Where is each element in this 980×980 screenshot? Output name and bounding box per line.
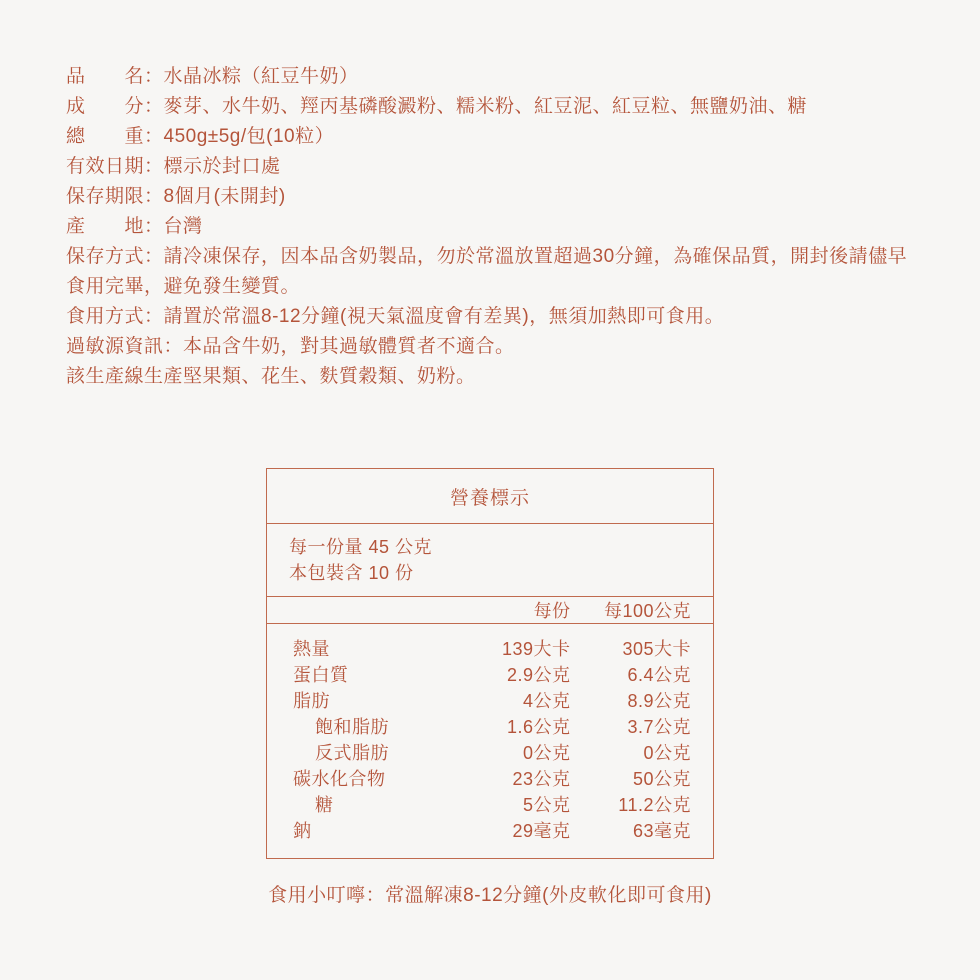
nutrition-row-per-100g-fat: 8.9公克 [627, 691, 691, 711]
table-row [267, 740, 713, 766]
nutrition-row-name-sodium: 鈉 [293, 821, 312, 841]
info-row-allergen-line [66, 362, 920, 392]
info-row-serving-method [66, 302, 920, 332]
nutrition-column-header-section [267, 597, 713, 624]
info-value-serving-method: 請置於常溫8-12分鐘(視天氣溫度會有差異)，無須加熱即可食用。 [163, 306, 725, 327]
nutrition-facts-border [266, 468, 714, 859]
info-value-origin: 台灣 [163, 216, 203, 237]
nutrition-row-per-100g-saturated-fat: 3.7公克 [627, 717, 691, 737]
nutrition-serving-block [267, 524, 713, 596]
table-row [267, 818, 713, 858]
info-label-origin: 產 地： [66, 216, 164, 237]
footer-note: 食用小叮嚀：常溫解凍8-12分鐘(外皮軟化即可食用) [268, 885, 712, 906]
nutrition-row-name-sugar: 糖 [315, 795, 334, 815]
table-row [267, 714, 713, 740]
info-value-expiry-date: 標示於封口處 [163, 156, 281, 177]
nutrition-header-per-serving: 每份 [533, 601, 571, 621]
nutrition-row-name-trans-fat: 反式脂肪 [315, 743, 389, 763]
info-label-product-name: 品 名： [66, 66, 164, 87]
info-row-ingredients [66, 92, 920, 122]
info-row-expiry-date [66, 152, 920, 182]
info-label-storage: 保存方式： [66, 246, 164, 267]
nutrition-row-per-100g-protein: 6.4公克 [627, 665, 691, 685]
info-label-expiry-date: 有效日期： [66, 156, 164, 177]
info-value-shelf-life: 8個月(未開封) [163, 186, 286, 207]
info-label-ingredients: 成 分： [66, 96, 164, 117]
nutrition-serving-section [267, 524, 713, 597]
nutrition-facts-panel [266, 468, 714, 859]
info-label-net-weight: 總 重： [66, 126, 164, 147]
nutrition-title: 營養標示 [449, 488, 530, 509]
nutrition-row-per-serving-carbohydrate: 23公克 [512, 769, 571, 789]
nutrition-row-per-serving-fat: 4公克 [523, 691, 571, 711]
table-row [267, 662, 713, 688]
info-value-product-name: 水晶冰粽（紅豆牛奶） [163, 66, 359, 87]
product-info-block [66, 62, 920, 392]
info-value-allergen: 本品含牛奶，對其過敏體質者不適合。 [183, 336, 515, 357]
nutrition-header-blank [267, 597, 472, 623]
nutrition-row-per-100g-calories: 305大卡 [622, 639, 691, 659]
info-value-storage: 請冷凍保存，因本品含奶製品，勿於常溫放置超過30分鐘，為確保品質，開封後請儘早食用完畢，避免發生變質。 [66, 246, 908, 297]
nutrition-values-section [267, 624, 713, 858]
nutrition-header-per-100g: 每100公克 [603, 601, 691, 621]
info-row-net-weight [66, 122, 920, 152]
nutrition-row-per-serving-calories: 139大卡 [502, 639, 571, 659]
table-row [267, 766, 713, 792]
nutrition-values-table [267, 624, 713, 858]
table-row [267, 688, 713, 714]
info-value-allergen-line: 該生產線生產堅果類、花生、麩質穀類、奶粉。 [66, 366, 476, 387]
info-row-allergen [66, 332, 920, 362]
nutrition-row-name-protein: 蛋白質 [293, 665, 349, 685]
table-row [267, 792, 713, 818]
info-row-shelf-life [66, 182, 920, 212]
nutrition-row-name-calories: 熱量 [293, 639, 330, 659]
info-label-allergen: 過敏源資訊： [66, 336, 184, 357]
nutrition-servings-per-pack: 本包裝含 10 份 [289, 563, 414, 583]
info-row-origin [66, 212, 920, 242]
nutrition-row-name-saturated-fat: 飽和脂肪 [315, 717, 389, 737]
info-row-product-name [66, 62, 920, 92]
info-value-net-weight: 450g±5g/包(10粒） [163, 126, 335, 147]
info-value-ingredients: 麥芽、水牛奶、羥丙基磷酸澱粉、糯米粉、紅豆泥、紅豆粒、無鹽奶油、糖 [163, 96, 808, 117]
nutrition-column-header-table [267, 597, 713, 623]
nutrition-row-per-100g-sodium: 63毫克 [632, 821, 691, 841]
nutrition-row-per-100g-trans-fat: 0公克 [643, 743, 691, 763]
nutrition-row-per-serving-protein: 2.9公克 [507, 665, 571, 685]
nutrition-row-name-carbohydrate: 碳水化合物 [293, 769, 386, 789]
nutrition-row-per-serving-saturated-fat: 1.6公克 [507, 717, 571, 737]
nutrition-row-per-serving-sugar: 5公克 [523, 795, 571, 815]
nutrition-row-per-serving-sodium: 29毫克 [512, 821, 571, 841]
nutrition-row-per-100g-carbohydrate: 50公克 [632, 769, 691, 789]
info-label-serving-method: 食用方式： [66, 306, 164, 327]
nutrition-title-section [267, 469, 713, 524]
nutrition-row-per-100g-sugar: 11.2公克 [618, 795, 691, 815]
info-label-shelf-life: 保存期限： [66, 186, 164, 207]
nutrition-row-name-fat: 脂肪 [293, 691, 330, 711]
nutrition-serving-size: 每一份量 45 公克 [289, 537, 433, 557]
nutrition-column-header-row [267, 597, 713, 623]
info-row-storage [66, 242, 920, 302]
table-row [267, 624, 713, 662]
nutrition-row-per-serving-trans-fat: 0公克 [523, 743, 571, 763]
